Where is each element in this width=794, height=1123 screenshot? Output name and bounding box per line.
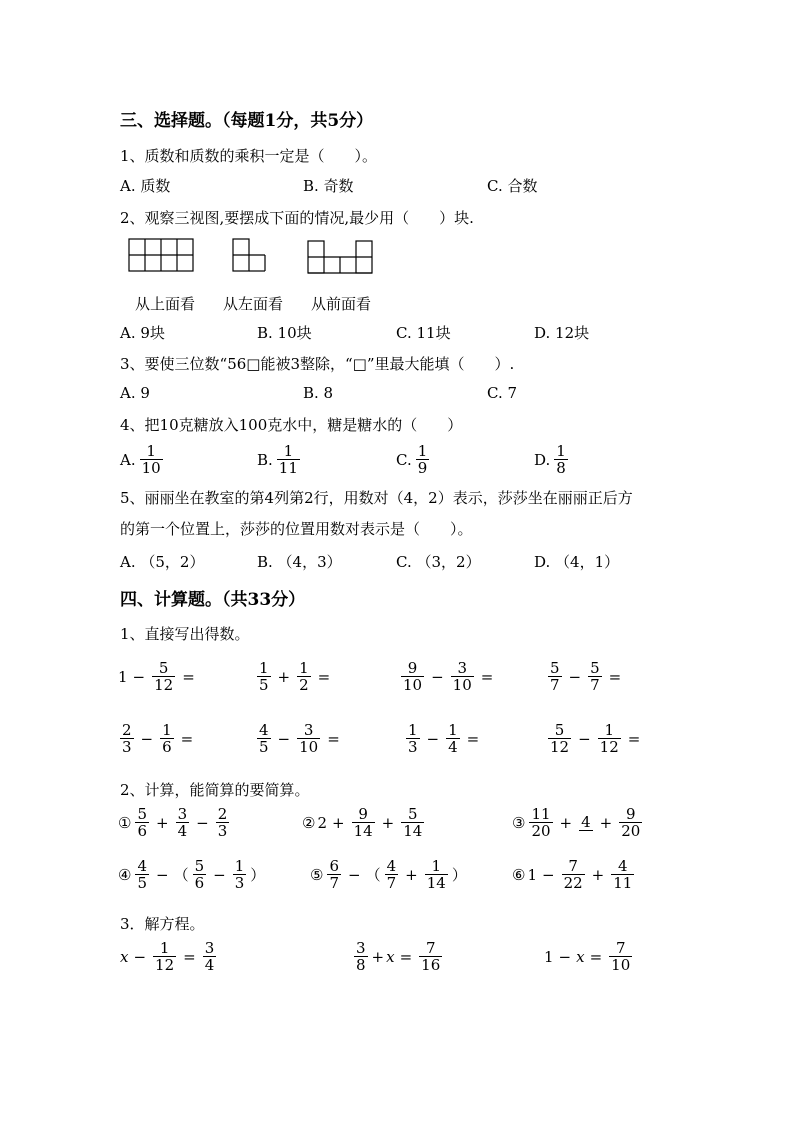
question-3: 3、要使三位数“56□能被3整除，“□”里最大能填（ ）. [120,355,515,373]
q4-option-c [396,443,431,476]
q3-option-a: A. 9 [120,384,150,402]
calc-1-1: 1 − $\frac{5}{12}$ = [118,659,195,694]
calc-1-5: $\frac{2}{3}$ − $\frac{1}{6}$ = [122,721,194,756]
q5-option-c: C. （3，2） [396,553,481,571]
left-view-figure [232,238,272,274]
q1-option-a: A. 质数 [120,177,171,195]
question-2: 2、观察三视图,要摆成下面的情况,最少用（ ）块. [120,209,474,227]
calc-1-2: $\frac{1}{5}$ + $\frac{1}{2}$ = [259,659,331,694]
calc-1-4: $\frac{5}{7}$ − $\frac{5}{7}$ = [550,659,622,694]
calc-1-7: $\frac{1}{3}$ − $\frac{1}{4}$ = [408,721,480,756]
calc-1-8: $\frac{5}{12}$ − $\frac{1}{12}$ = [550,721,641,756]
option-label: A. [120,450,136,469]
fraction: $\frac{1}{9}$ [417,442,428,477]
view-label-front: 从前面看 [311,295,372,313]
q4-option-a [120,443,165,476]
equation-1: x − $\frac{1}{12}$ = $\frac{3}{4}$ [120,939,215,974]
question-5-line1: 5、丽丽坐在教室的第4列第2行，用数对（4，2）表示，莎莎坐在丽丽正后方 [120,489,633,507]
calc-2-5: ⑤ $\frac{6}{7}$ − （ $\frac{4}{7}$ + $\frac{1}{14}$ ） [310,857,467,892]
top-view-figure [128,238,198,274]
front-view-figure [307,240,377,276]
q3-option-b: B. 8 [303,384,334,402]
q2-option-c: C. 11块 [396,324,451,342]
calc-1-6: $\frac{4}{5}$ − $\frac{3}{10}$ = [259,721,340,756]
q2-option-b: B. 10块 [257,324,312,342]
calc-2-6: ⑥ 1 − $\frac{7}{22}$ + $\frac{4}{11}$ [512,857,633,892]
view-label-top: 从上面看 [135,295,196,313]
part1-heading: 1、直接写出得数。 [120,625,250,643]
fraction: $\frac{1}{10}$ [141,442,161,477]
q3-option-c: C. 7 [487,384,518,402]
calc-2-1: ① $\frac{5}{6}$ + $\frac{3}{4}$ − $\frac{2}{3}$ [118,805,228,840]
option-label: D. [534,450,551,469]
section3-title: 三、选择题。（每题1分，共5分） [120,111,374,131]
question-1: 1、质数和质数的乘积一定是（ ）。 [120,147,378,165]
option-label: C. [396,450,412,469]
section4-title: 四、计算题。（共33分） [120,590,306,610]
fraction: $\frac{1}{8}$ [556,442,566,477]
question-4: 4、把10克糖放入100克水中，糖是糖水的（ ） [120,416,463,434]
q2-option-d: D. 12块 [534,324,590,342]
calc-2-2: ② 2 + $\frac{9}{14}$ + $\frac{5}{14}$ [302,805,423,840]
q4-option-d [534,443,570,476]
q4-option-b [257,443,302,476]
calc-2-3: ③ $\frac{11}{20}$ + 4 + $\frac{9}{20}$ [512,805,641,840]
view-label-left: 从左面看 [223,295,284,313]
equation-2: $\frac{3}{8}$ + x = $\frac{7}{16}$ [356,939,441,974]
q5-option-d: D. （4，1） [534,553,620,571]
equation-3: 1 − x = $\frac{7}{10}$ [544,939,631,974]
calc-1-3: $\frac{9}{10}$ − $\frac{3}{10}$ = [403,659,494,694]
q1-option-b: B. 奇数 [303,177,354,195]
q5-option-b: B. （4，3） [257,553,342,571]
q5-option-a: A. （5，2） [120,553,205,571]
q1-option-c: C. 合数 [487,177,538,195]
calc-2-4: ④ $\frac{4}{5}$ − （ $\frac{5}{6}$ − $\frac{1}{3}$ ） [118,857,266,892]
q2-option-a: A. 9块 [120,324,165,342]
fraction: $\frac{1}{11}$ [278,442,298,477]
part2-heading: 2、计算，能简算的要简算。 [120,781,310,799]
question-5-line2: 的第一个位置上，莎莎的位置用数对表示是（ ）。 [120,520,473,538]
option-label: B. [257,450,273,469]
part3-heading: 3．解方程。 [120,915,205,933]
